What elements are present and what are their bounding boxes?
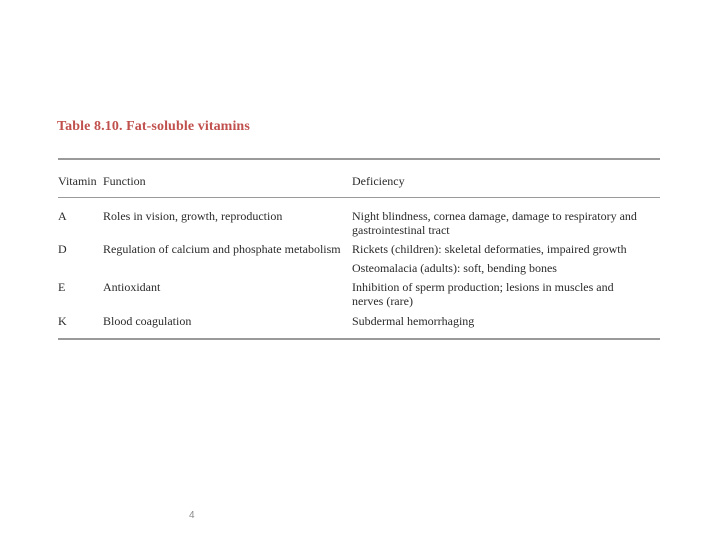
table-caption: Table 8.10. Fat-soluble vitamins (57, 119, 250, 134)
row-vitamin: K (58, 314, 67, 328)
header-deficiency: Deficiency (352, 174, 405, 188)
row-function: Regulation of calcium and phosphate metabolism (103, 242, 341, 256)
row-vitamin: D (58, 242, 67, 256)
row-deficiency-line1: Inhibition of sperm production; lesions in muscles and (352, 280, 614, 294)
row-vitamin: A (58, 209, 67, 223)
row-deficiency-line2: Osteomalacia (adults): soft, bending bones (352, 261, 557, 275)
row-deficiency-line1: Rickets (children): skeletal deformaties, impaired growth (352, 242, 627, 256)
row-function: Antioxidant (103, 280, 161, 294)
row-deficiency-line1: Night blindness, cornea damage, damage to respiratory and (352, 209, 637, 223)
header-vitamin: Vitamin (58, 174, 97, 188)
row-function: Blood coagulation (103, 314, 192, 328)
table-header-rule (58, 197, 660, 198)
row-vitamin: E (58, 280, 66, 294)
table-top-rule (58, 158, 660, 160)
row-deficiency-line1: Subdermal hemorrhaging (352, 314, 475, 328)
row-deficiency-line2: gastrointestinal tract (352, 223, 450, 237)
page-number: 4 (189, 510, 195, 521)
row-function: Roles in vision, growth, reproduction (103, 209, 283, 223)
row-deficiency-line2: nerves (rare) (352, 294, 413, 308)
table-bottom-rule (58, 338, 660, 340)
header-function: Function (103, 174, 146, 188)
